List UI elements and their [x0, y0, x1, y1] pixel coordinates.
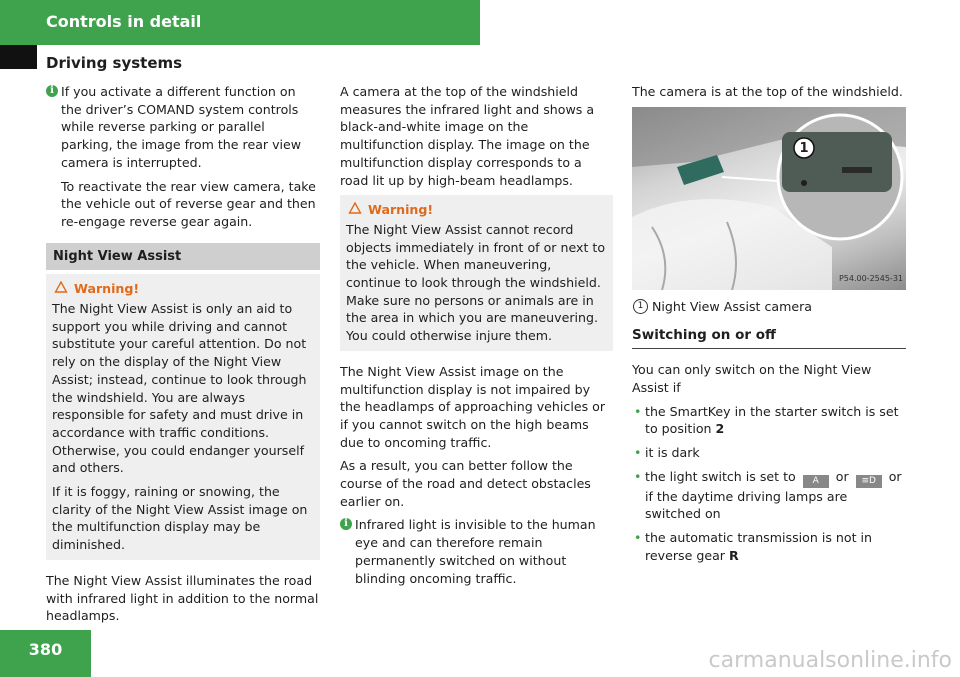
list-item-text: or if the daytime driving lamps are switched on	[645, 468, 902, 522]
list-item	[632, 468, 906, 523]
list-item-text: it is dark	[645, 444, 700, 460]
body-text: As a result, you can better follow the course of the road and detect obstacles earlier on.	[340, 458, 591, 509]
figure-caption	[632, 298, 906, 316]
position-value: 2	[715, 421, 725, 437]
body-text: The Night View Assist illuminates the road with infrared light in addition to the normal headlamps.	[46, 572, 319, 624]
body-text: The Night View Assist image on the multifunction display is not impaired by the headlamps of approaching vehicles or if you cannot switch on the high beams due to oncoming traffic.	[340, 363, 606, 450]
header-bar	[0, 0, 480, 45]
warning-text: The Night View Assist is only an aid to support you while driving and cannot substitute your careful attention. Do not rely on the display of the Night View Assist; instead, continue to look through the windshield. You are always responsible for safety and must drive in accordance with traffic conditions. Otherwise, you could endanger yourself and others.	[52, 301, 307, 476]
page-number: 380	[28, 640, 63, 659]
caption-number: 1	[633, 299, 648, 314]
column-middle	[340, 83, 613, 593]
header-marker	[0, 45, 37, 69]
bullet-dot: •	[634, 468, 642, 484]
callout-number: 1	[799, 140, 809, 156]
warning-heading	[346, 201, 607, 219]
caption-text: Night View Assist camera	[652, 298, 813, 314]
camera-illustration	[632, 107, 906, 290]
image-reference: P54.00-2545-31	[838, 274, 903, 283]
camera-photo	[632, 107, 906, 290]
bullet-dot: •	[634, 444, 642, 460]
bullet-dot: •	[634, 530, 642, 546]
warning-box	[340, 195, 613, 351]
list-item-text: the automatic transmission is not in reverse gear	[645, 530, 872, 563]
warning-heading	[52, 280, 314, 298]
info-icon: i	[340, 518, 352, 530]
list-item-text: or	[835, 468, 849, 484]
list-item	[632, 444, 906, 462]
auto-light-symbol-icon: A	[803, 475, 829, 488]
list-item-text: the SmartKey in the starter switch is set to position	[645, 403, 899, 437]
watermark: carmanualsonline.info	[708, 648, 952, 673]
list-item	[632, 403, 906, 438]
list-item-text: the light switch is set to	[645, 468, 796, 484]
section-heading: Switching on or off	[632, 327, 906, 349]
warning-title: Warning!	[368, 202, 434, 218]
info-text: If you activate a different function on the driver’s COMAND system controls while reverse parking or parallel parking, the image from the rear view camera is interrupted.	[61, 84, 302, 170]
column-left	[46, 83, 320, 631]
warning-triangle-icon	[54, 281, 68, 293]
low-beam-symbol-icon: ≡D	[856, 475, 882, 488]
warning-text-2: If it is foggy, raining or snowing, the clarity of the Night View Assist image on the multifunction display may be diminished.	[52, 484, 308, 553]
camera-intro: The camera is at the top of the windshield.	[632, 84, 903, 99]
reactivate-text: To reactivate the rear view camera, take the vehicle out of reverse gear and then re-engage reverse gear again.	[61, 178, 316, 229]
warning-triangle-icon	[348, 202, 362, 214]
page-subtitle: Driving systems	[46, 54, 183, 72]
info-note	[340, 516, 613, 587]
section-heading: Night View Assist	[46, 243, 320, 271]
column-right	[632, 83, 906, 570]
gear-value: R	[729, 547, 739, 563]
section-title: Controls in detail	[46, 12, 202, 31]
warning-box	[46, 274, 320, 560]
body-text: A camera at the top of the windshield measures the infrared light and shows a black-and-white image on the multifunction display. The image on the multifunction display corresponds to a road lit up by high-beam headlamps.	[340, 84, 595, 188]
bullet-dot: •	[634, 403, 642, 419]
body-text: You can only switch on the Night View Assist if	[632, 362, 872, 395]
warning-text: The Night View Assist cannot record objects immediately in front of or next to the vehicle. When maneuvering, continue to look through the windshield. Make sure no persons or animals are in the area in which you are maneuvering. You could otherwise injure them.	[346, 221, 606, 344]
info-icon: i	[46, 85, 58, 97]
list-item	[632, 529, 906, 564]
warning-title: Warning!	[74, 281, 140, 297]
info-note	[46, 83, 320, 231]
info-text: Infrared light is invisible to the human eye and can therefore remain permanently switched on without blinding oncoming traffic.	[355, 517, 596, 586]
